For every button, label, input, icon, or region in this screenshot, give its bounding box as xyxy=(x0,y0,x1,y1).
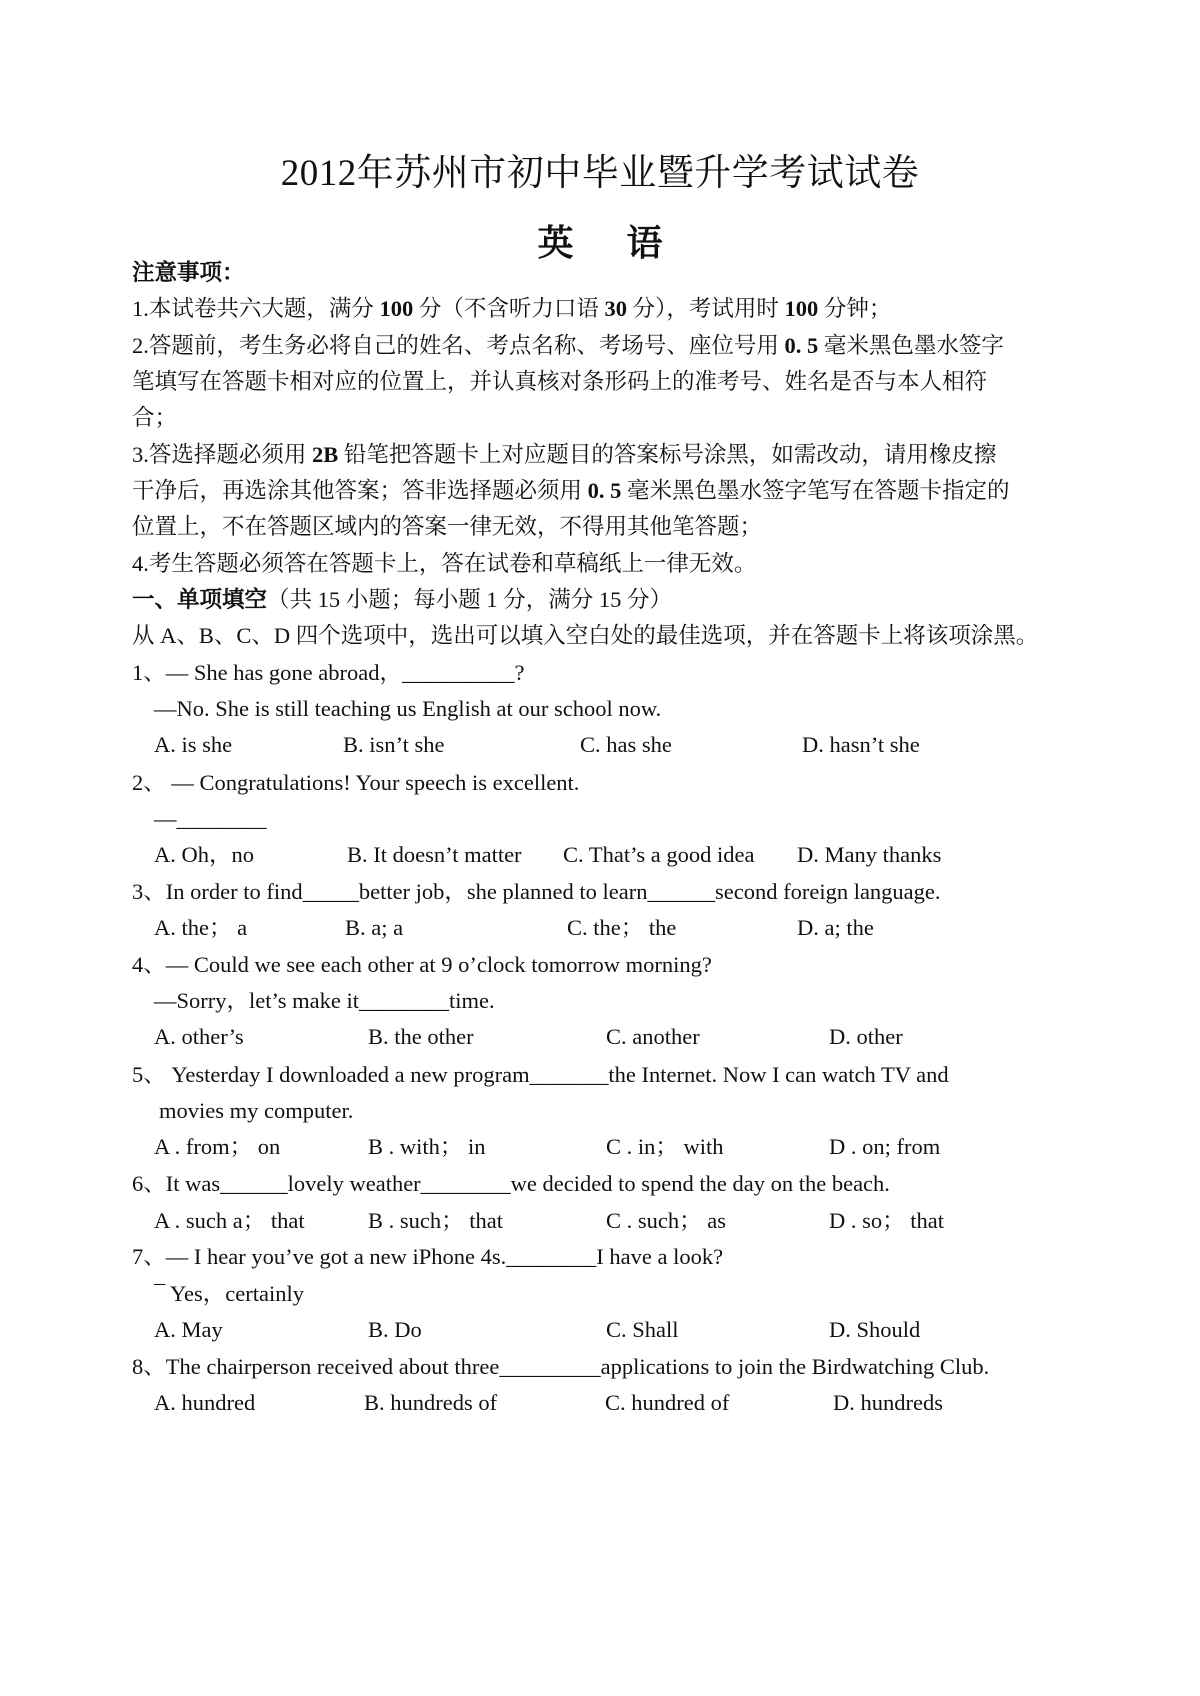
question-5-option-c: C . in； with xyxy=(606,1134,724,1159)
note-line-4: 合； xyxy=(132,405,178,430)
question-6-option-a: A . such a； that xyxy=(154,1208,305,1233)
section-instruction: 从 A、B、C、D 四个选项中，选出可以填入空白处的最佳选项，并在答题卡上将该项涂黑。 xyxy=(132,623,1039,648)
question-8-stem: 8、The chairperson received about three_________applications to join the Birdwatching Club. xyxy=(132,1354,990,1379)
question-1-stem: 1、— She has gone abroad，__________? xyxy=(132,660,525,685)
question-5-stem: 5、 Yesterday I downloaded a new program_______the Internet. Now I can watch TV and xyxy=(132,1062,949,1087)
question-3-option-b: B. a; a xyxy=(345,915,404,940)
question-8-option-d: D. hundreds xyxy=(833,1390,943,1415)
question-6-stem: 6、It was______lovely weather________we decided to spend the day on the beach. xyxy=(132,1171,890,1196)
section-heading xyxy=(132,585,672,615)
question-8-option-a: A. hundred xyxy=(154,1390,256,1415)
note-line-7: 位置上，不在答题区域内的答案一律无效，不得用其他笔答题； xyxy=(132,514,763,539)
question-4-option-a: A. other’s xyxy=(154,1024,244,1049)
note-line-6: 干净后，再选涂其他答案；答非选择题必须用 0. 5 毫米黑色墨水签字笔写在答题卡指定的 xyxy=(132,478,1010,503)
question-3-option-c: C. the； the xyxy=(567,915,677,940)
question-5-option-d: D . on; from xyxy=(829,1134,941,1159)
question-4-stem: 4、— Could we see each other at 9 o’clock tomorrow morning? xyxy=(132,952,712,977)
question-8-option-c: C. hundred of xyxy=(605,1390,730,1415)
subject-title: 英 语 xyxy=(537,223,685,263)
question-1-option-b: B. isn’t she xyxy=(343,732,445,757)
question-4-reply: —Sorry，let’s make it________time. xyxy=(154,988,495,1013)
note-line-8: 4.考生答题必须答在答题卡上，答在试卷和草稿纸上一律无效。 xyxy=(132,551,757,576)
question-7-option-c: C. Shall xyxy=(606,1317,679,1342)
question-2-option-d: D. Many thanks xyxy=(797,842,942,867)
note-line-3: 笔填写在答题卡相对应的位置上，并认真核对条形码上的准考号、姓名是否与本人相符 xyxy=(132,369,988,394)
question-6-option-b: B . such； that xyxy=(368,1208,503,1233)
question-2-reply: —________ xyxy=(154,806,267,831)
note-line-5: 3.答选择题必须用 2B 铅笔把答题卡上对应题目的答案标号涂黑，如需改动，请用橡皮擦 xyxy=(132,442,997,467)
question-6-option-c: C . such； as xyxy=(606,1208,726,1233)
question-7-option-b: B. Do xyxy=(368,1317,422,1342)
question-2-option-b: B. It doesn’t matter xyxy=(347,842,522,867)
question-3-stem: 3、In order to find_____better job，she planned to learn______second foreign language. xyxy=(132,879,941,904)
question-3-option-a: A. the； a xyxy=(154,915,248,940)
question-4-option-b: B. the other xyxy=(368,1024,474,1049)
question-7-reply: ¯ Yes，certainly xyxy=(154,1281,304,1306)
question-1-option-c: C. has she xyxy=(580,732,672,757)
question-4-option-c: C. another xyxy=(606,1024,700,1049)
question-5-stem-cont: movies my computer. xyxy=(159,1098,354,1123)
note-line-1: 1.本试卷共六大题，满分 100 分（不含听力口语 30 分），考试用时 100 分钟； xyxy=(132,296,892,321)
question-5-option-a: A . from； on xyxy=(154,1134,281,1159)
notes-heading: 注意事项： xyxy=(132,260,245,285)
question-7-stem: 7、— I hear you’ve got a new iPhone 4s.________I have a look? xyxy=(132,1244,724,1269)
question-5-option-b: B . with； in xyxy=(368,1134,486,1159)
section-info: （共 15 小题；每小题 1 分，满分 15 分） xyxy=(267,587,673,612)
exam-title: 2012年苏州市初中毕业暨升学考试试卷 xyxy=(280,153,920,194)
question-1-option-d: D. hasn’t she xyxy=(802,732,920,757)
question-2-option-c: C. That’s a good idea xyxy=(563,842,755,867)
question-6-option-d: D . so； that xyxy=(829,1208,944,1233)
question-8-option-b: B. hundreds of xyxy=(364,1390,498,1415)
note-line-2: 2.答题前，考生务必将自己的姓名、考点名称、考场号、座位号用 0. 5 毫米黑色墨水签字 xyxy=(132,333,1004,358)
question-1-option-a: A. is she xyxy=(154,732,233,757)
question-7-option-a: A. May xyxy=(154,1317,223,1342)
section-title: 一、单项填空 xyxy=(132,587,268,612)
question-2-stem: 2、 — Congratulations! Your speech is excellent. xyxy=(132,770,580,795)
question-2-option-a: A. Oh，no xyxy=(154,842,254,867)
question-3-option-d: D. a; the xyxy=(797,915,874,940)
question-7-option-d: D. Should xyxy=(829,1317,921,1342)
question-1-reply: —No. She is still teaching us English at our school now. xyxy=(154,696,662,721)
question-4-option-d: D. other xyxy=(829,1024,903,1049)
